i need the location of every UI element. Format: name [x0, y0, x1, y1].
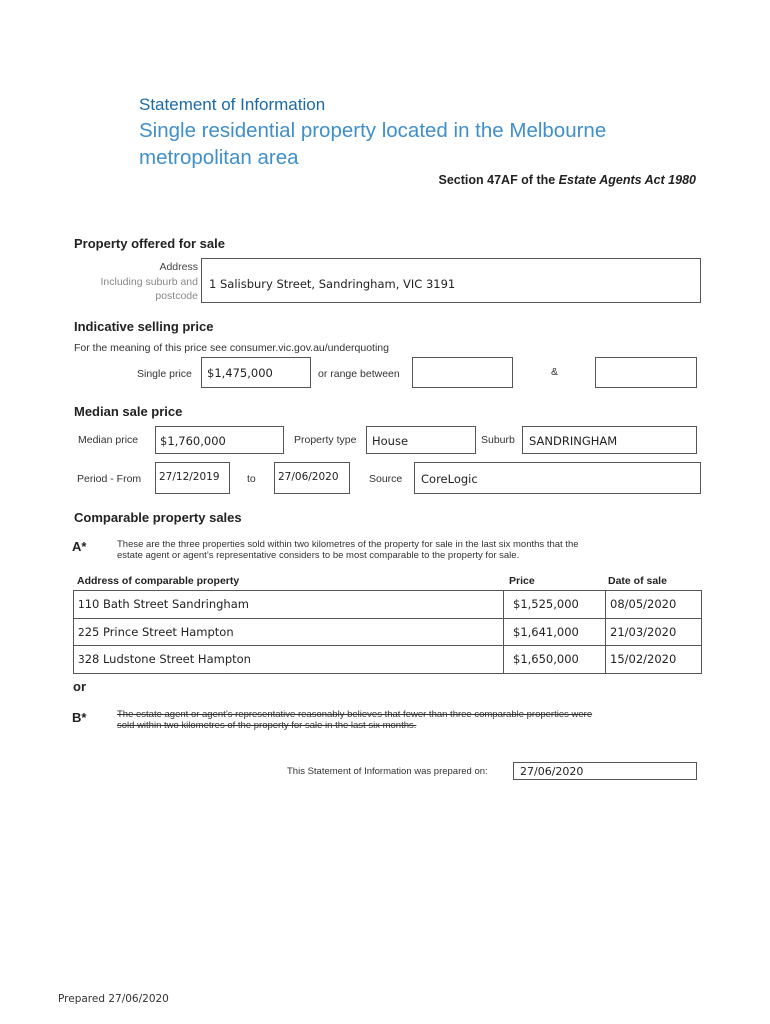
comparable-date[interactable]: 15/02/2020 — [606, 646, 702, 674]
prepared-date-field[interactable] — [513, 762, 697, 780]
comparable-heading: Comparable property sales — [74, 510, 242, 525]
col-header-price: Price — [509, 575, 535, 587]
document-subtitle-line2: metropolitan area — [139, 146, 299, 169]
act-prefix: Section 47AF of the — [438, 173, 559, 187]
row-number: 3 — [78, 654, 85, 667]
act-name: Estate Agents Act 1980 — [558, 173, 696, 187]
range-ampersand: & — [551, 366, 559, 378]
period-to-label: to — [247, 473, 256, 485]
comparable-price[interactable]: $1,650,000 — [504, 646, 606, 674]
property-type-field[interactable] — [366, 426, 476, 454]
comparable-address-cell[interactable] — [74, 618, 504, 646]
comparable-address-cell[interactable] — [74, 591, 504, 619]
comparable-address: 10 Bath Street Sandringham — [84, 597, 249, 612]
or-label: or — [73, 679, 86, 694]
prepared-label: This Statement of Information was prepared on: — [287, 766, 488, 777]
option-b-text-line1: The estate agent or agent’s representative reasonably believes that fewer than three comparable properties were — [117, 709, 593, 720]
median-price-value: $1,760,000 — [160, 434, 226, 448]
source-label: Source — [369, 473, 403, 485]
table-row — [74, 591, 702, 619]
range-label: or range between — [318, 368, 400, 380]
table-row — [74, 646, 702, 674]
option-b-marker: B* — [72, 710, 87, 725]
document-title: Statement of Information — [139, 95, 326, 114]
underquoting-note: For the meaning of this price see consumer.vic.gov.au/underquoting — [74, 342, 389, 354]
address-label-line2: Including suburb and — [100, 275, 198, 288]
comparable-price[interactable]: $1,525,000 — [504, 591, 606, 619]
table-row — [74, 618, 702, 646]
single-price-field[interactable] — [201, 357, 311, 388]
row-number: 2 — [78, 626, 85, 639]
property-heading: Property offered for sale — [74, 236, 225, 251]
period-to-value: 27/06/2020 — [278, 471, 339, 483]
comparable-table — [73, 590, 702, 674]
range-from-field[interactable] — [412, 357, 513, 388]
suburb-label: Suburb — [481, 434, 515, 446]
comparable-date[interactable]: 08/05/2020 — [606, 591, 702, 619]
median-price-label: Median price — [78, 434, 139, 446]
source-value: CoreLogic — [421, 472, 478, 486]
option-b-text — [117, 710, 592, 731]
median-heading: Median sale price — [74, 404, 183, 419]
comparable-price[interactable]: $1,641,000 — [504, 618, 606, 646]
period-to-field[interactable] — [274, 462, 350, 494]
comparable-address-cell[interactable] — [74, 646, 504, 674]
period-from-label: Period - From — [77, 473, 142, 485]
single-price-value: $1,475,000 — [207, 366, 273, 380]
address-label-line3: postcode — [155, 290, 198, 302]
col-header-address: Address of comparable property — [77, 575, 240, 587]
comparable-date[interactable]: 21/03/2020 — [606, 618, 702, 646]
single-price-label: Single price — [137, 368, 192, 380]
prepared-date-value: 27/06/2020 — [520, 765, 584, 778]
suburb-field[interactable] — [522, 426, 697, 454]
address-label-line1: Address — [159, 261, 198, 273]
col-header-date: Date of sale — [608, 575, 667, 587]
indicative-heading: Indicative selling price — [74, 319, 214, 334]
option-b-text-line2: sold within two kilometres of the property for sale in the last six months. — [117, 719, 417, 731]
median-price-field[interactable] — [155, 426, 284, 454]
period-from-field[interactable] — [155, 462, 230, 494]
option-a-marker: A* — [72, 539, 87, 554]
address-value: 1 Salisbury Street, Sandringham, VIC 3191 — [209, 277, 456, 291]
option-a-text — [117, 540, 579, 561]
option-a-text-line2: estate agent or agent’s representative considers to be most comparable to the property for sale. — [117, 549, 520, 561]
suburb-value: SANDRINGHAM — [529, 434, 618, 448]
document-subtitle-line1: Single residential property located in the Melbourne — [139, 119, 607, 142]
address-label — [80, 260, 198, 304]
footer-prepared: Prepared 27/06/2020 — [58, 993, 169, 1005]
comparable-address: 28 Ludstone Street Hampton — [84, 652, 251, 667]
act-reference — [439, 173, 696, 187]
period-from-value: 27/12/2019 — [159, 471, 220, 483]
property-type-value: House — [372, 434, 409, 448]
option-a-text-line1: These are the three properties sold within two kilometres of the property for sale in the last six months that the — [117, 539, 579, 550]
property-type-label: Property type — [294, 434, 357, 446]
row-number: 1 — [78, 599, 85, 612]
source-field[interactable] — [414, 462, 701, 494]
range-to-field[interactable] — [595, 357, 697, 388]
address-field[interactable] — [201, 258, 701, 303]
comparable-address: 25 Prince Street Hampton — [84, 624, 234, 639]
